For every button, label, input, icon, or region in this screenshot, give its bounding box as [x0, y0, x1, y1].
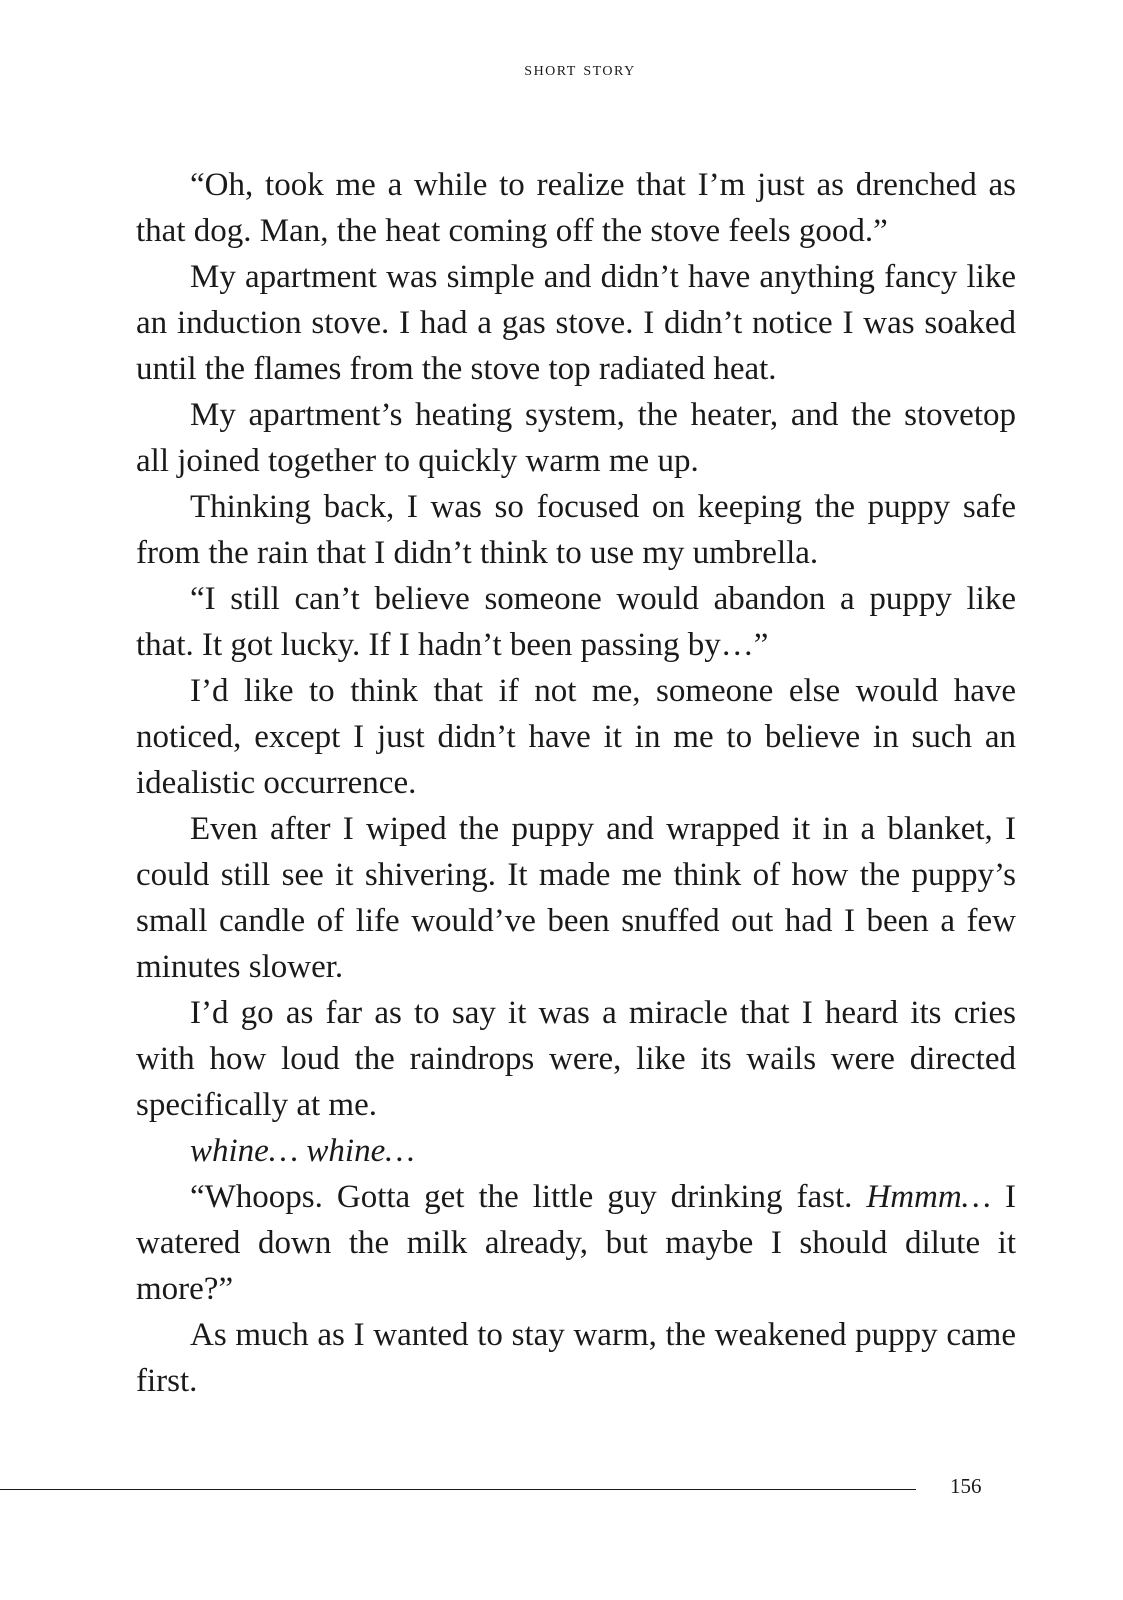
running-head: short story: [524, 58, 636, 80]
whoops-text-start: “Whoops. Gotta get the little guy drinking fast.: [190, 1179, 867, 1215]
paragraph: Thinking back, I was so focused on keeping the puppy safe from the rain that I didn’t think to use my umbrella.: [136, 489, 1016, 571]
paragraph: My apartment was simple and didn’t have anything fancy like an induction stove. I had a gas stove. I didn’t notice I was soaked until the flames from the stove top radiated heat.: [136, 259, 1016, 387]
whoops-paragraph: [136, 1174, 1016, 1312]
whine-line: [136, 1128, 1016, 1174]
page-number: 156: [950, 1474, 982, 1498]
footer-rule: [0, 1489, 916, 1490]
hmmm-italic: Hmmm…: [866, 1179, 992, 1215]
whoops-text-end: I watered down the milk already, but maybe I should dilute it more?”: [136, 1179, 1016, 1307]
final-paragraph: As much as I wanted to stay warm, the weakened puppy came first.: [136, 1317, 1016, 1399]
paragraph: I’d like to think that if not me, someone else would have noticed, except I just didn’t have it in me to believe in such an idealistic occurrence.: [136, 673, 1016, 801]
paragraph: I’d go as far as to say it was a miracle that I heard its cries with how loud the raindrops were, like its wails were directed specifically at me.: [136, 995, 1016, 1123]
paragraph: “I still can’t believe someone would abandon a puppy like that. It got lucky. If I hadn’t been passing by…”: [136, 581, 1016, 663]
paragraph: “Oh, took me a while to realize that I’m just as drenched as that dog. Man, the heat coming off the stove feels good.”: [136, 167, 1016, 249]
paragraph: Even after I wiped the puppy and wrapped it in a blanket, I could still see it shivering. It made me think of how the puppy’s small candle of life would’ve been snuffed out had I been a few minutes slower.: [136, 811, 1016, 985]
story-text: [136, 162, 1016, 1404]
whine-text: whine… whine…: [190, 1133, 415, 1169]
paragraph: My apartment’s heating system, the heater, and the stovetop all joined together to quickly warm me up.: [136, 397, 1016, 479]
